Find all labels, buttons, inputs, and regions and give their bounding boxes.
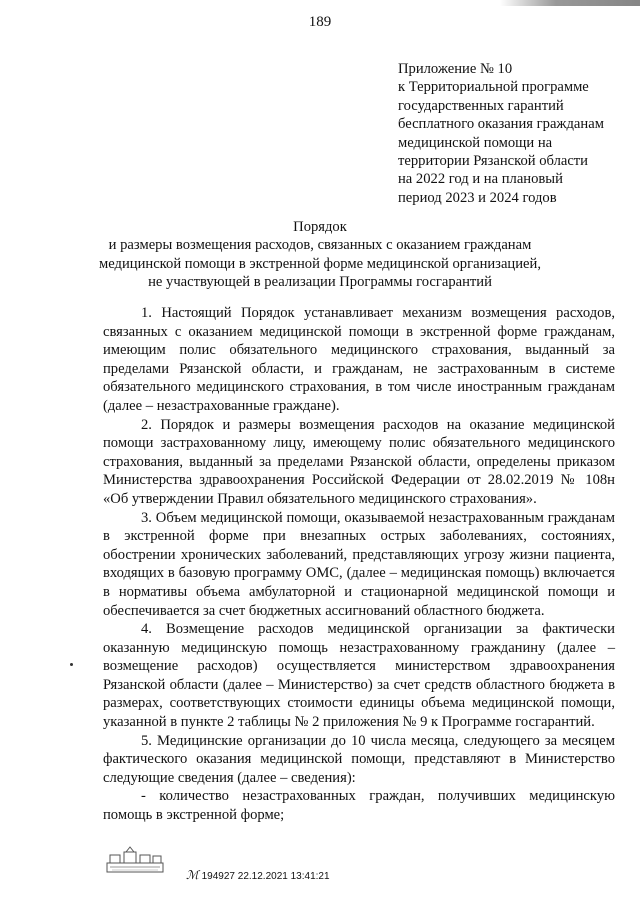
title-line: и размеры возмещения расходов, связанных с оказанием гражданам xyxy=(108,237,532,254)
registration-note xyxy=(186,868,330,883)
appendix-line: на 2022 год и на плановый xyxy=(398,171,563,188)
appendix-line: к Территориальной программе xyxy=(398,79,589,96)
government-stamp-icon xyxy=(106,846,166,874)
document-title xyxy=(0,218,640,292)
appendix-line: медицинской помощи на xyxy=(398,134,553,151)
paragraph-4: 4. Возмещение расходов медицинской организации за фактически оказанную медицинскую помощь незастрахованному гражданину (далее – возмещение расходов) осуществляется министерством здравоохранения Рязанской области (далее – Министерство) за счет средств областного бюджета в размерах, соответствующих стоимости единицы объема медицинской помощи, указанной в пункте 2 таблицы № 2 приложения № 9 к Программе госгарантий. xyxy=(103,621,615,731)
paragraph-2: 2. Порядок и размеры возмещения расходов на оказание медицинской помощи застрахованному лицу, имеющему полис обязательного медицинского страхования, выданный за пределами Рязанской области, определены приказом Министерства здравоохранения Российской Федерации от 28.02.2019 № 108н «Об утверждении Правил обязательного медицинского страхования». xyxy=(103,416,615,507)
appendix-header xyxy=(398,60,633,207)
appendix-line: бесплатного оказания гражданам xyxy=(398,116,604,133)
paragraph-1: 1. Настоящий Порядок устанавливает механизм возмещения расходов, связанных с оказанием медицинской помощи в экстренной форме гражданам, имеющим полис обязательного медицинского страхования, выданный за пределами Рязанской области, и гражданам, не застрахованным в системе обязательного медицинского страхования, в том числе иностранным гражданам (далее – незастрахованные граждане). xyxy=(103,305,615,414)
title-line: медицинской помощи в экстренной форме медицинской организацией, xyxy=(99,255,541,272)
scan-dot-artifact xyxy=(70,663,73,666)
appendix-line: период 2023 и 2024 годов xyxy=(398,189,557,206)
timestamp: 22.12.2021 13:41:21 xyxy=(237,871,330,882)
list-item-1: - количество незастрахованных граждан, получивших медицинскую помощь в экстренной форме; xyxy=(103,788,615,824)
scan-edge-artifact xyxy=(500,0,640,6)
page-number: 189 xyxy=(308,14,332,30)
appendix-line: территории Рязанской области xyxy=(398,153,588,170)
paragraph-5: 5. Медицинские организации до 10 числа месяца, следующего за месяцем фактического оказания медицинской помощи, представляют в Министерство следующие сведения (далее – сведения): xyxy=(103,732,615,786)
title-line: Порядок xyxy=(293,219,347,235)
doc-id: 194927 xyxy=(201,871,235,882)
document-body xyxy=(103,304,615,825)
title-line: не участвующей в реализации Программы госгарантий xyxy=(148,274,492,291)
appendix-line: Приложение № 10 xyxy=(398,61,513,77)
appendix-line: государственных гарантий xyxy=(398,97,564,114)
paragraph-3: 3. Объем медицинской помощи, оказываемой незастрахованным гражданам в экстренной форме при внезапных острых заболеваниях, состояниях, обострении хронических заболеваний, представляющих угрозу жизни пациента, входящих в базовую программу ОМС, (далее – медицинская помощь) включается в нормативы объема амбулаторной и стационарной медицинской помощи и обеспечивается за счет бюджетных ассигнований областного бюджета. xyxy=(103,509,615,619)
registration-mark-icon: ℳ xyxy=(186,868,199,882)
